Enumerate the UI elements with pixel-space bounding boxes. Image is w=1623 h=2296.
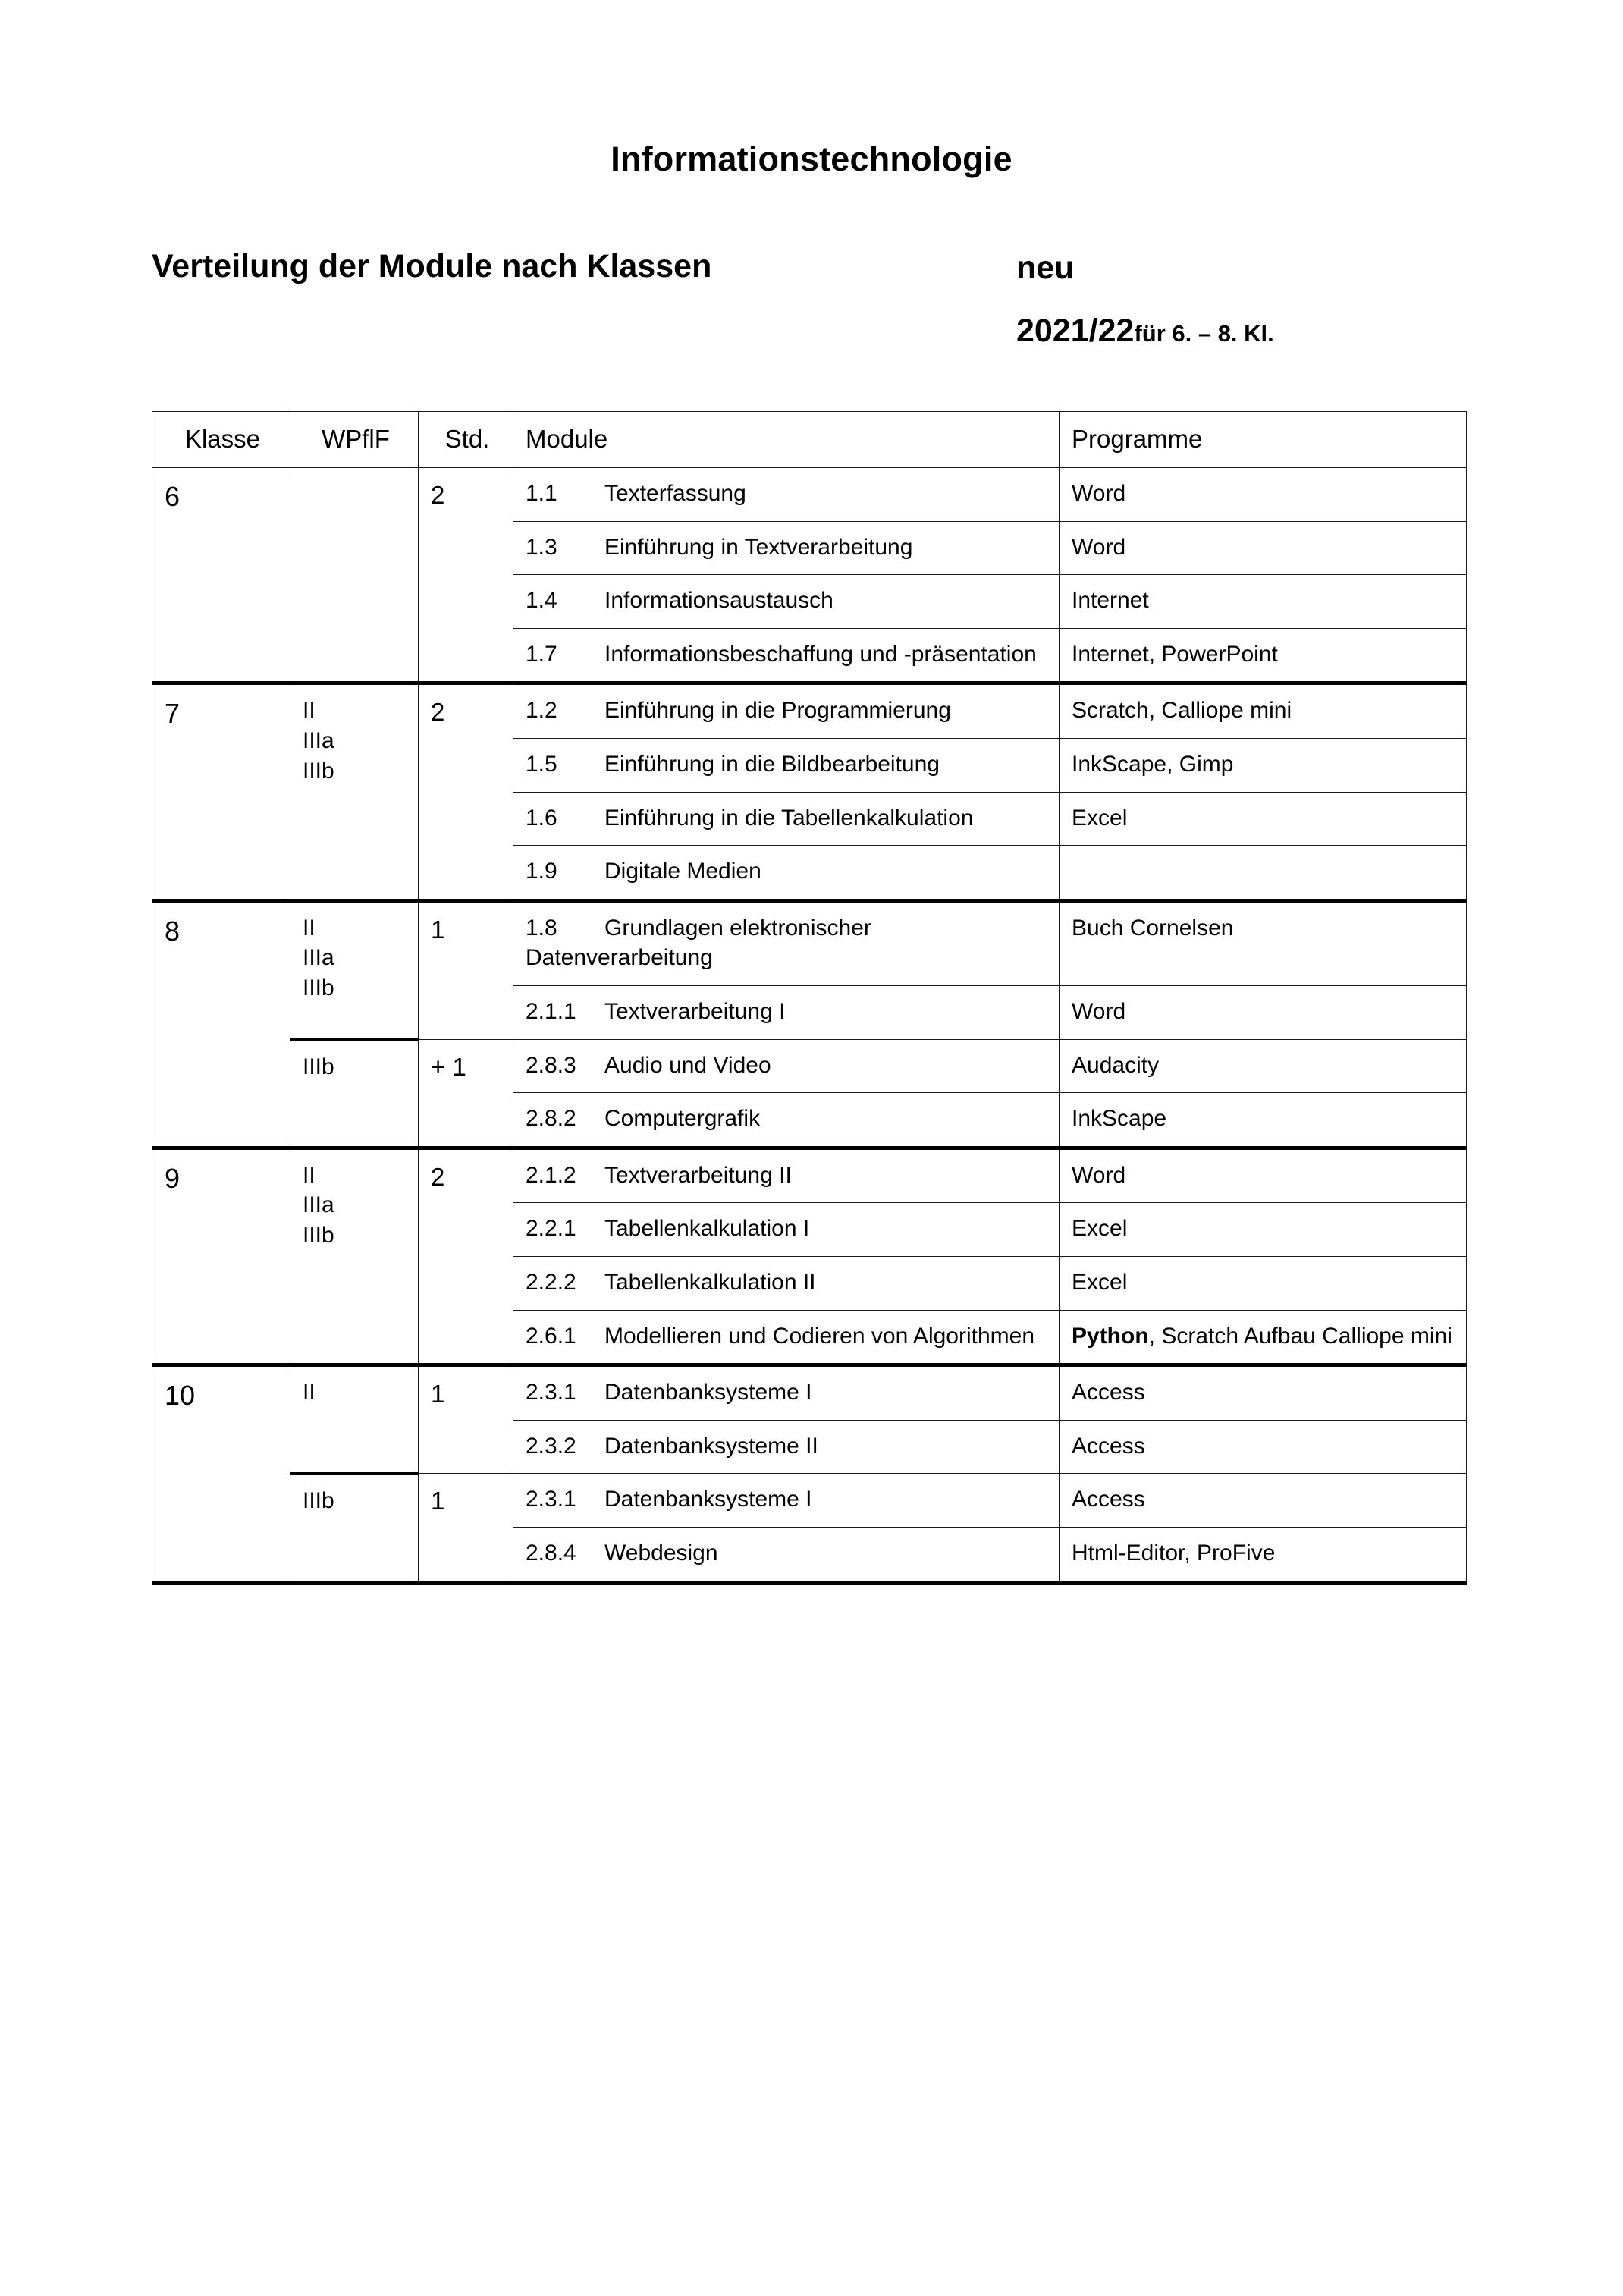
module-number: 2.8.2 [526, 1106, 576, 1132]
module-title: Tabellenkalkulation I [604, 1216, 810, 1242]
module-number: 2.2.2 [526, 1269, 576, 1295]
module-cell [513, 1148, 1060, 1203]
module-title: Modellieren und Codieren von Algorithmen [604, 1323, 1035, 1349]
programme-cell: Access [1060, 1474, 1467, 1528]
module-title: Datenbanksysteme I [604, 1487, 812, 1512]
wpflf-cell: IIIb [290, 1039, 419, 1148]
module-cell [513, 900, 1060, 985]
programme-cell: Html-Editor, ProFive [1060, 1527, 1467, 1582]
table-row [152, 683, 1467, 739]
module-title: Grundlagen elektronischer Datenverarbeitung [526, 915, 871, 971]
std-cell: 1 [419, 900, 513, 1039]
module-title: Informationsbeschaffung und -präsentation [604, 641, 1037, 667]
wpflf-cell: IIIb [290, 1474, 419, 1582]
module-number: 2.1.2 [526, 1162, 576, 1188]
module-title: Einführung in Textverarbeitung [604, 534, 913, 560]
table-row [152, 1148, 1467, 1203]
module-cell [513, 1039, 1060, 1093]
programme-cell [1060, 846, 1467, 901]
programme-cell: Internet [1060, 575, 1467, 629]
std-cell: 1 [419, 1474, 513, 1582]
module-cell [513, 628, 1060, 683]
programme-cell: Excel [1060, 792, 1467, 846]
programme-highlight: Python [1072, 1323, 1149, 1349]
module-cell [513, 521, 1060, 575]
module-number: 2.8.3 [526, 1052, 576, 1078]
programme-cell: Excel [1060, 1256, 1467, 1310]
table-row [152, 1365, 1467, 1421]
std-cell: 2 [419, 1148, 513, 1365]
module-cell [513, 1420, 1060, 1474]
module-title: Webdesign [604, 1540, 718, 1566]
column-header-module: Module [513, 411, 1060, 468]
module-title: Datenbanksysteme II [604, 1433, 818, 1459]
wpflf-cell [290, 468, 419, 683]
module-number: 1.5 [526, 752, 557, 777]
column-header-std: Std. [419, 411, 513, 468]
programme-cell: Buch Cornelsen [1060, 900, 1467, 985]
wpflf-cell: II IIIa IIIb [290, 1148, 419, 1365]
module-number: 2.8.4 [526, 1540, 576, 1566]
column-header-klasse: Klasse [152, 411, 290, 468]
module-number: 1.1 [526, 481, 557, 507]
klasse-cell: 6 [152, 468, 290, 683]
programme-cell: Word [1060, 521, 1467, 575]
programme-cell: Scratch, Calliope mini [1060, 683, 1467, 739]
klasse-cell: 10 [152, 1365, 290, 1582]
module-cell [513, 1203, 1060, 1257]
module-cell [513, 1527, 1060, 1582]
programme-cell: Access [1060, 1420, 1467, 1474]
module-number: 2.1.1 [526, 998, 576, 1024]
school-year-grades: für 6. – 8. Kl. [1134, 319, 1274, 347]
module-title: Einführung in die Tabellenkalkulation [604, 805, 974, 831]
module-cell [513, 468, 1060, 522]
module-cell [513, 683, 1060, 739]
module-number: 1.2 [526, 698, 557, 724]
subtitle-distribution: Verteilung der Module nach Klassen [152, 247, 712, 284]
module-title: Computergrafik [604, 1106, 761, 1132]
module-cell [513, 1256, 1060, 1310]
module-number: 1.4 [526, 588, 557, 614]
std-cell: 1 [419, 1365, 513, 1474]
wpflf-cell: II [290, 1365, 419, 1474]
wpflf-cell: II IIIa IIIb [290, 683, 419, 900]
table-head [152, 411, 1467, 468]
module-title: Texterfassung [604, 481, 746, 507]
table-row [152, 900, 1467, 985]
module-cell [513, 846, 1060, 901]
std-cell: 2 [419, 468, 513, 683]
table-row [152, 1474, 1467, 1528]
klasse-cell: 9 [152, 1148, 290, 1365]
module-title: Einführung in die Programmierung [604, 698, 951, 724]
programme-cell: Excel [1060, 1203, 1467, 1257]
subtitle-block [0, 248, 1623, 369]
module-number: 1.3 [526, 534, 557, 560]
module-number: 2.3.2 [526, 1433, 576, 1459]
module-cell [513, 1365, 1060, 1421]
module-title: Textverarbeitung I [604, 998, 786, 1024]
programme-cell: Python, Scratch Aufbau Calliope mini [1060, 1310, 1467, 1365]
module-number: 2.3.1 [526, 1487, 576, 1512]
school-year-value: 2021/22 [1016, 312, 1135, 349]
programme-cell: Access [1060, 1365, 1467, 1421]
programme-cell: InkScape [1060, 1093, 1467, 1148]
module-title: Tabellenkalkulation II [604, 1269, 816, 1295]
std-cell: + 1 [419, 1039, 513, 1148]
subtitle-neu-label: neu [1016, 249, 1075, 286]
module-title: Digitale Medien [604, 859, 761, 884]
subtitle-school-year [1016, 313, 1274, 350]
table-row [152, 1039, 1467, 1093]
module-cell [513, 985, 1060, 1039]
module-title: Datenbanksysteme I [604, 1380, 812, 1406]
module-title: Audio und Video [604, 1052, 771, 1078]
column-header-programme: Programme [1060, 411, 1467, 468]
programme-cell: Internet, PowerPoint [1060, 628, 1467, 683]
programme-cell: Word [1060, 468, 1467, 522]
module-title: Textverarbeitung II [604, 1162, 792, 1188]
klasse-cell: 7 [152, 683, 290, 900]
module-number: 1.7 [526, 641, 557, 667]
programme-cell: Word [1060, 985, 1467, 1039]
programme-cell: Word [1060, 1148, 1467, 1203]
module-number: 2.2.1 [526, 1216, 576, 1242]
column-header-wpflf: WPflF [290, 411, 419, 468]
programme-cell: Audacity [1060, 1039, 1467, 1093]
module-number: 2.6.1 [526, 1323, 576, 1349]
modules-table [152, 411, 1467, 1585]
module-title: Informationsaustausch [604, 588, 833, 614]
std-cell: 2 [419, 683, 513, 900]
table-header-row [152, 411, 1467, 468]
modules-table-wrapper [0, 411, 1623, 1585]
module-cell [513, 792, 1060, 846]
module-number: 2.3.1 [526, 1380, 576, 1406]
module-cell [513, 575, 1060, 629]
table-body [152, 468, 1467, 1582]
module-title: Einführung in die Bildbearbeitung [604, 752, 940, 777]
klasse-cell: 8 [152, 900, 290, 1148]
module-cell [513, 1093, 1060, 1148]
module-number: 1.8 [526, 915, 557, 941]
wpflf-cell: II IIIa IIIb [290, 900, 419, 1039]
module-number: 1.9 [526, 859, 557, 884]
module-number: 1.6 [526, 805, 557, 831]
module-cell [513, 739, 1060, 793]
module-cell [513, 1474, 1060, 1528]
page-title: Informationstechnologie [611, 140, 1012, 178]
table-row [152, 468, 1467, 522]
module-cell [513, 1310, 1060, 1365]
programme-cell: InkScape, Gimp [1060, 739, 1467, 793]
